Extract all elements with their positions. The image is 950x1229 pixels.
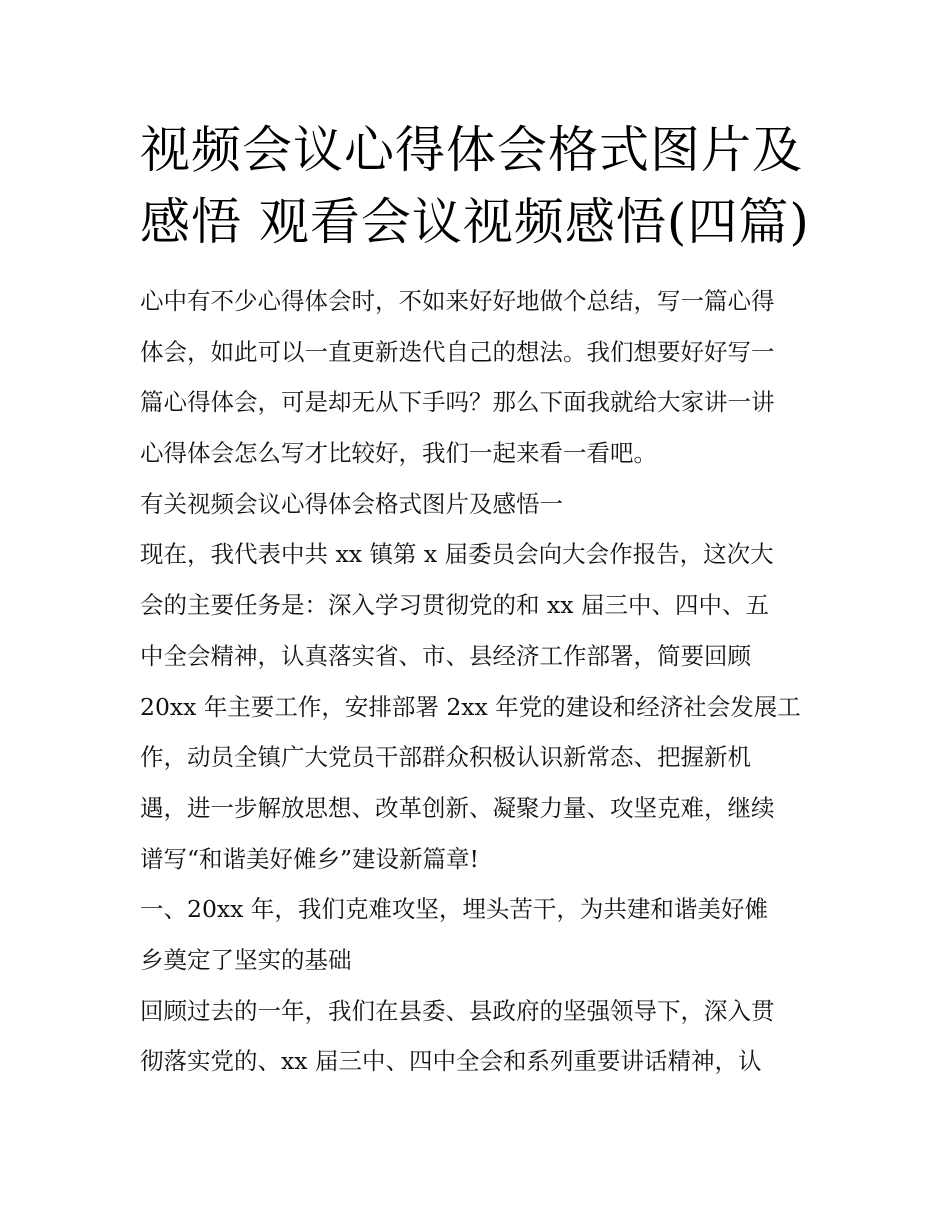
body-line: 篇心得体会，可是却无从下手吗？那么下面我就给大家讲一讲 [140, 388, 775, 417]
body-line: 谱写“和谐美好傩乡”建设新篇章! [140, 844, 479, 873]
body-line: 心中有不少心得体会时，不如来好好地做个总结，写一篇心得 [140, 287, 775, 315]
subsection-heading: 一、20xx 年，我们克难攻坚，埋头苦干，为共建和谐美好傩 [140, 895, 768, 924]
body-line: 会的主要任务是：深入学习贯彻党的和 xx 届三中、四中、五 [140, 591, 769, 620]
body-line: 心得体会怎么写才比较好，我们一起来看一看吧。 [140, 439, 657, 468]
subsection-heading: 乡奠定了坚实的基础 [140, 945, 352, 974]
body-line: 体会，如此可以一直更新迭代自己的想法。我们想要好好写一 [140, 337, 775, 366]
body-line: 20xx 年主要工作，安排部署 2xx 年党的建设和经济社会发展工 [140, 692, 801, 721]
body-line: 中全会精神，认真落实省、市、县经济工作部署，简要回顾 [140, 641, 751, 670]
title-line: 视频会议心得体会格式图片及 [140, 121, 803, 179]
document-title [140, 114, 820, 258]
section-heading: 有关视频会议心得体会格式图片及感悟一 [140, 489, 563, 518]
body-line: 遇，进一步解放思想、改革创新、凝聚力量、攻坚克难，继续 [140, 793, 775, 822]
title-line: 感悟 观看会议视频感悟(四篇) [140, 193, 810, 251]
body-line: 彻落实党的、xx 届三中、四中全会和系列重要讲话精神，认 [140, 1047, 762, 1076]
body-line: 回顾过去的一年，我们在县委、县政府的坚强领导下，深入贯 [140, 996, 775, 1025]
body-line: 现在，我代表中共 xx 镇第 x 届委员会向大会作报告，这次大 [140, 540, 774, 569]
document-body [140, 276, 830, 1087]
body-line: 作，动员全镇广大党员干部群众积极认识新常态、把握新机 [140, 743, 751, 772]
